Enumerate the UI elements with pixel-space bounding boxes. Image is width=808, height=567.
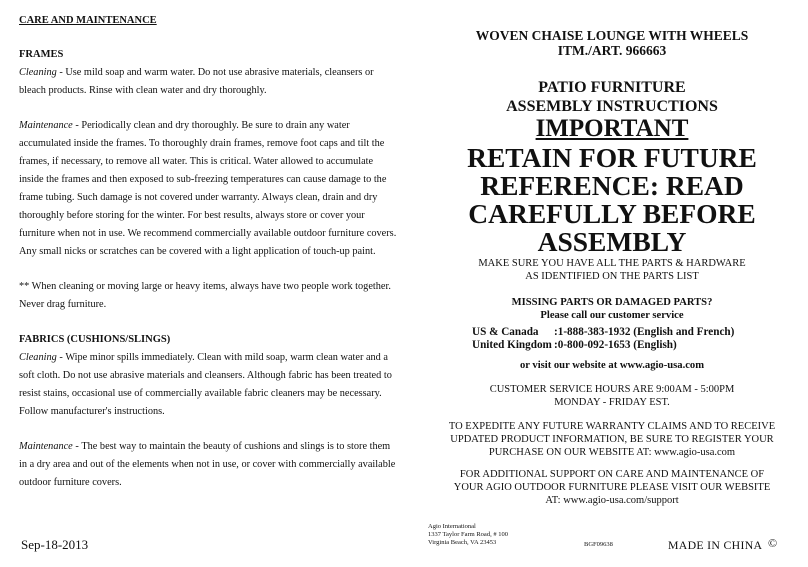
support-line-1: FOR ADDITIONAL SUPPORT ON CARE AND MAINTENANCE OF — [459, 469, 765, 480]
address-line-2: 1337 Taylor Farm Road, # 100 — [428, 531, 508, 538]
document-code: BGF09638 — [584, 541, 613, 548]
product-name: WOVEN CHAISE LOUNGE WITH WHEELS — [475, 28, 749, 43]
address-line-3: Virginia Beach, VA 23453 — [428, 539, 497, 546]
parts-line-2: AS IDENTIFIED ON THE PARTS LIST — [525, 271, 699, 282]
warranty-line-2: UPDATED PRODUCT INFORMATION, BE SURE TO REGISTER YOUR — [450, 434, 774, 445]
copyright-icon: © — [768, 536, 778, 550]
support-notice — [418, 468, 806, 507]
frames-maintenance-label: Maintenance - — [19, 120, 82, 131]
care-maintenance-column — [19, 12, 399, 509]
hours-line-1: CUSTOMER SERVICE HOURS ARE 9:00AM - 5:00PM — [489, 384, 735, 395]
missing-parts-line-1: MISSING PARTS OR DAMAGED PARTS? — [511, 297, 713, 308]
retain-line-3: CAREFULLY BEFORE — [468, 198, 756, 229]
frames-cleaning-text: Use mild soap and warm water. Do not use abrasive materials, cleansers or bleach products. Rinse with clean water and dry thoroughly. — [19, 67, 374, 96]
warranty-line-1: TO EXPEDITE ANY FUTURE WARRANTY CLAIMS AND TO RECEIVE — [448, 421, 776, 432]
address-line-1: Agio International — [428, 523, 476, 530]
support-line-3: AT: www.agio-usa.com/support — [545, 495, 679, 506]
assembly-instructions-label: ASSEMBLY INSTRUCTIONS — [506, 98, 718, 115]
frames-cleaning-label: Cleaning - — [19, 67, 66, 78]
fabrics-maintenance-paragraph — [19, 438, 399, 492]
frames-maintenance-paragraph — [19, 117, 399, 261]
fabrics-heading: FABRICS (CUSHIONS/SLINGS) — [19, 334, 171, 345]
fabrics-maintenance-label: Maintenance - — [19, 441, 82, 452]
support-line-2: YOUR AGIO OUTDOOR FURNITURE PLEASE VISIT OUR WEBSITE — [453, 482, 771, 493]
warranty-notice — [418, 420, 806, 459]
company-address — [428, 523, 508, 547]
fabrics-cleaning-paragraph — [19, 349, 399, 421]
care-maintenance-title: CARE AND MAINTENANCE — [19, 15, 157, 26]
retain-line-2: REFERENCE: READ — [480, 170, 744, 201]
contact-uk-phone: :0-800-092-1653 (English) — [554, 338, 677, 351]
service-hours — [418, 383, 806, 409]
cover-heading-block — [418, 28, 806, 256]
hours-line-2: MONDAY - FRIDAY EST. — [554, 397, 670, 408]
contact-uk-label: United Kingdom — [472, 338, 552, 351]
frames-maintenance-text: Periodically clean and dry thoroughly. Be sure to drain any water accumulated inside the frames. To thoroughly drain frames, remove foot caps and tilt the frames, if necessary, to remove all water. This is critical. Water allowed to accumulate inside the frames and then exposed to sub-freezing temperatures can cause damage to the frame tubing. Such damage is not covered under warranty. Always clean, drain and dry thoroughly before storing for the winter. For best results, always store or cover your furniture when not in use. We recommend commercially available outdoor furniture covers. Any small nicks or scratches can be covered with a light application of touch-up paint. — [19, 120, 397, 257]
fabrics-cleaning-text: Wipe minor spills immediately. Clean with mild soap, warm clean water and a soft cloth. Do not use abrasive materials and cleansers. Although fabric has been treated to resist stains, occasional use of commercially available fabric cleaners may be necessary. Follow manufacturer's instructions. — [19, 352, 392, 417]
handling-note: ** When cleaning or moving large or heavy items, always have two people work together. Never drag furniture. — [19, 281, 391, 310]
contact-us-canada — [472, 326, 734, 339]
patio-furniture-label: PATIO FURNITURE — [538, 79, 686, 96]
missing-parts-notice — [418, 296, 806, 322]
contact-us-phone: :1-888-383-1932 (English and French) — [554, 326, 735, 338]
parts-notice — [418, 257, 806, 283]
missing-parts-line-2: Please call our customer service — [540, 310, 684, 321]
retain-line-4: ASSEMBLY — [537, 226, 687, 257]
warranty-line-3: PURCHASE ON OUR WEBSITE AT: www.agio-usa.com — [488, 447, 736, 458]
contact-uk — [472, 339, 734, 352]
retain-line-1: RETAIN FOR FUTURE — [467, 142, 757, 173]
made-in-china: MADE IN CHINA — [668, 538, 763, 552]
fabrics-cleaning-label: Cleaning - — [19, 352, 66, 363]
item-number: ITM./ART. 966663 — [557, 43, 667, 58]
parts-line-1: MAKE SURE YOU HAVE ALL THE PARTS & HARDWARE — [478, 258, 746, 269]
important-heading: IMPORTANT — [535, 115, 689, 142]
frames-heading: FRAMES — [19, 49, 64, 60]
document-date: Sep-18-2013 — [21, 537, 89, 552]
contact-us-label: US & Canada — [472, 326, 539, 338]
customer-service-phones — [472, 326, 734, 351]
frames-cleaning-paragraph — [19, 64, 399, 100]
website-line: or visit our website at www.agio-usa.com — [519, 360, 705, 371]
fabrics-maintenance-text: The best way to maintain the beauty of cushions and slings is to store them in a dry area and out of the elements when not in use, or cover with commercially available outdoor furniture covers. — [19, 441, 396, 488]
